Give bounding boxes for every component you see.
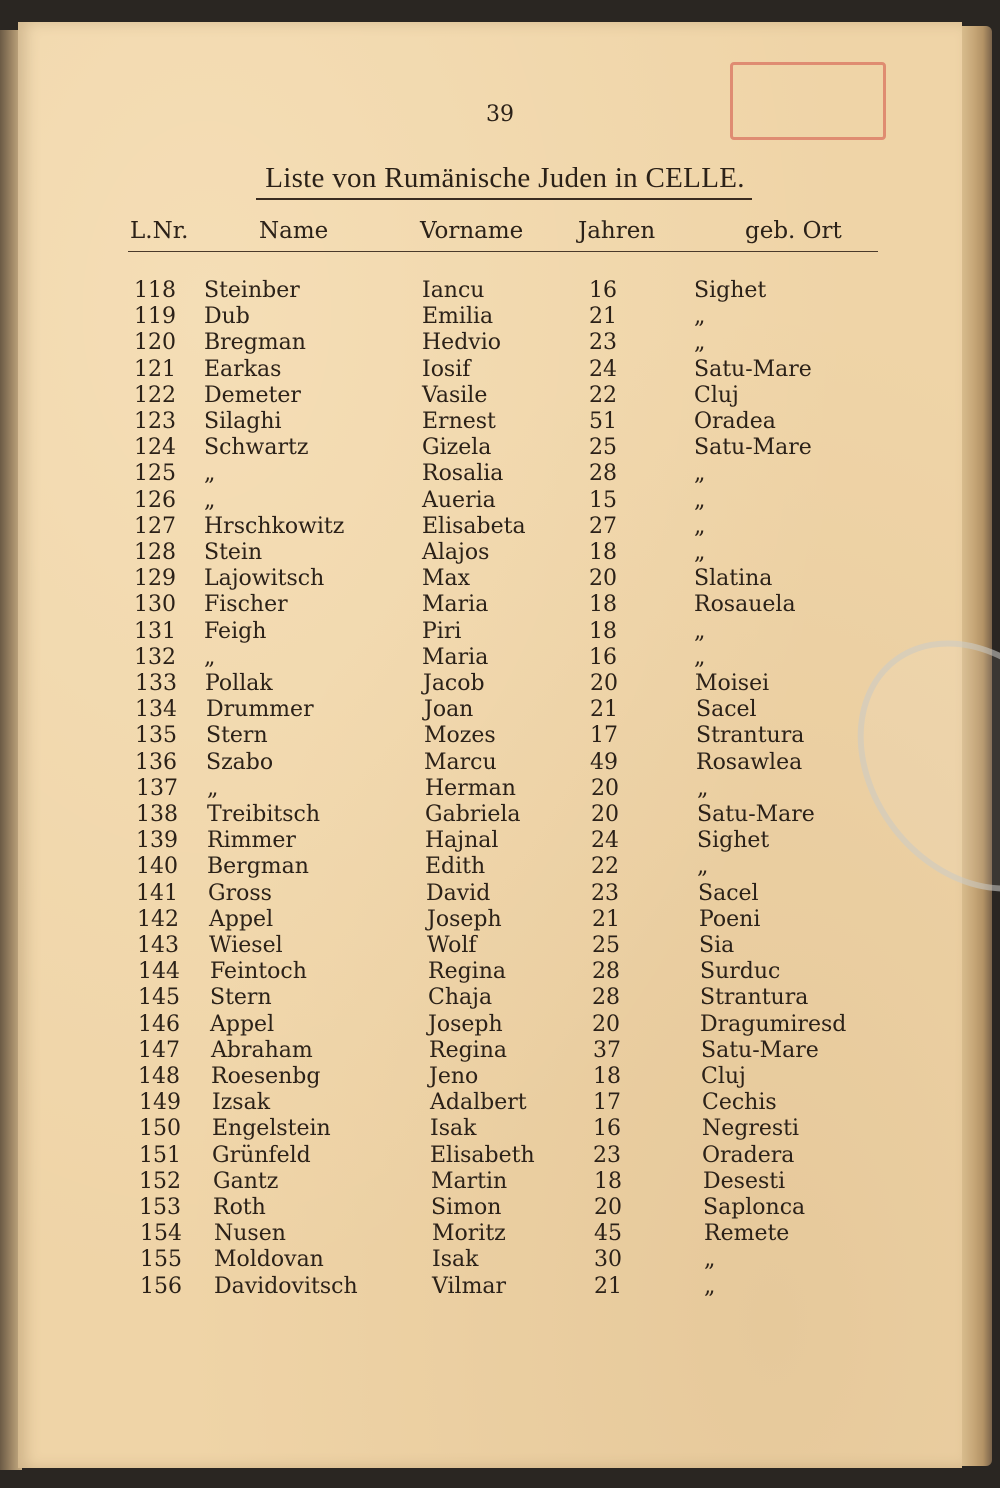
table-row: [0, 1116, 1000, 1142]
row-vorname: Chaja: [428, 985, 493, 1011]
row-ort: Satu-Mare: [694, 356, 812, 382]
row-ort: Remete: [704, 1221, 790, 1247]
row-ort: Saplonca: [703, 1195, 806, 1220]
row-ort: Strantura: [696, 723, 805, 749]
row-ort: Slatina: [694, 566, 773, 592]
row-ort: Desesti: [703, 1168, 786, 1194]
row-vorname: Hajnal: [425, 828, 499, 854]
row-number: 152: [139, 1168, 181, 1194]
row-number: 149: [139, 1090, 181, 1116]
row-vorname: Maria: [422, 592, 489, 618]
row-vorname: Joseph: [428, 1011, 503, 1037]
table-row: [0, 645, 1000, 671]
row-name: „: [204, 461, 216, 487]
table-row: [0, 514, 1000, 540]
row-ort: Cechis: [702, 1090, 777, 1116]
row-vorname: Edith: [425, 854, 486, 880]
row-number: 140: [136, 854, 178, 880]
row-ort: Oradera: [702, 1142, 795, 1168]
row-number: 156: [140, 1273, 182, 1299]
row-number: 139: [136, 828, 178, 854]
table-row: [0, 1221, 1000, 1247]
row-number: 146: [138, 1011, 180, 1037]
row-vorname: Joan: [424, 697, 474, 723]
row-jahren: 18: [594, 1168, 622, 1194]
row-vorname: Rosalia: [422, 461, 504, 487]
table-row: [0, 907, 1000, 933]
row-name: „: [207, 775, 219, 801]
row-ort: Strantura: [700, 985, 809, 1011]
table-row: [0, 330, 1000, 356]
row-ort: Moisei: [695, 671, 770, 696]
row-ort: „: [694, 618, 706, 644]
row-number: 136: [135, 749, 177, 775]
row-jahren: 28: [589, 461, 617, 487]
row-vorname: Mozes: [424, 723, 496, 749]
row-number: 124: [134, 435, 176, 461]
row-ort: „: [704, 1247, 716, 1273]
row-jahren: 18: [593, 1064, 621, 1089]
table-row: [0, 461, 1000, 487]
row-name: Appel: [210, 1011, 275, 1037]
row-jahren: 16: [589, 644, 617, 670]
table-row: [0, 540, 1000, 566]
row-number: 150: [139, 1116, 181, 1142]
row-jahren: 18: [589, 540, 617, 565]
row-jahren: 24: [589, 356, 617, 382]
row-vorname: Gabriela: [425, 802, 521, 827]
row-name: Rimmer: [207, 828, 296, 854]
row-name: Szabo: [206, 749, 274, 775]
row-jahren: 18: [589, 618, 617, 644]
row-number: 153: [139, 1195, 181, 1220]
row-vorname: Maria: [422, 644, 489, 670]
row-ort: Dragumiresd: [700, 1011, 847, 1037]
row-jahren: 24: [591, 828, 619, 854]
row-number: 129: [134, 566, 176, 592]
row-jahren: 22: [591, 854, 619, 880]
row-ort: Rosauela: [694, 592, 796, 618]
table-row: [0, 435, 1000, 461]
row-number: 132: [134, 644, 176, 670]
row-ort: „: [694, 304, 706, 330]
table-row: [0, 1064, 1000, 1090]
row-ort: „: [697, 854, 709, 880]
row-jahren: 17: [593, 1090, 621, 1116]
row-name: Demeter: [204, 382, 301, 408]
table-row: [0, 723, 1000, 749]
row-name: Stern: [210, 985, 272, 1011]
row-jahren: 27: [589, 513, 617, 539]
row-jahren: 20: [589, 566, 617, 592]
row-name: Grünfeld: [212, 1142, 311, 1168]
row-name: Treibitsch: [207, 802, 320, 827]
row-vorname: Elisabeta: [422, 513, 526, 539]
row-number: 126: [134, 487, 176, 513]
row-jahren: 16: [589, 278, 617, 303]
row-vorname: Moritz: [432, 1221, 506, 1247]
row-number: 147: [138, 1037, 180, 1063]
row-number: 125: [134, 461, 176, 487]
row-number: 148: [138, 1064, 180, 1089]
row-name: Stein: [204, 540, 263, 565]
row-name: „: [204, 644, 216, 670]
row-name: Feintoch: [210, 959, 307, 985]
table-row: [0, 933, 1000, 959]
row-number: 121: [134, 356, 176, 382]
row-vorname: Gizela: [422, 435, 492, 461]
row-ort: Sacel: [696, 697, 757, 723]
row-jahren: 21: [592, 906, 620, 932]
row-ort: Satu-Mare: [701, 1037, 819, 1063]
row-vorname: Elisabeth: [430, 1142, 535, 1168]
row-vorname: Isak: [432, 1247, 479, 1273]
row-name: „: [204, 487, 216, 513]
row-vorname: Ernest: [422, 409, 496, 434]
table-row: [0, 383, 1000, 409]
row-name: Fischer: [204, 592, 288, 618]
row-jahren: 51: [589, 409, 617, 434]
row-jahren: 20: [592, 1011, 620, 1037]
row-ort: Poeni: [699, 906, 761, 932]
row-ort: Sia: [699, 933, 735, 958]
row-ort: „: [694, 487, 706, 513]
row-number: 143: [137, 933, 179, 958]
row-name: Davidovitsch: [214, 1273, 358, 1299]
row-number: 120: [134, 330, 176, 356]
row-jahren: 28: [592, 959, 620, 985]
row-ort: „: [697, 775, 709, 801]
row-ort: Sacel: [698, 880, 759, 906]
table-row: [0, 1038, 1000, 1064]
row-number: 134: [135, 697, 177, 723]
row-number: 118: [134, 278, 176, 303]
row-vorname: Iancu: [422, 278, 485, 303]
row-jahren: 45: [594, 1221, 622, 1247]
row-number: 128: [134, 540, 176, 565]
row-number: 130: [134, 592, 176, 618]
row-ort: Cluj: [694, 382, 739, 408]
row-ort: Oradea: [694, 409, 776, 434]
row-vorname: David: [426, 880, 491, 906]
row-vorname: Piri: [422, 618, 462, 644]
row-jahren: 20: [590, 671, 618, 696]
table-row: [0, 1090, 1000, 1116]
row-number: 135: [135, 723, 177, 749]
table-row: [0, 1247, 1000, 1273]
row-jahren: 20: [591, 775, 619, 801]
table-row: [0, 828, 1000, 854]
row-vorname: Jacob: [423, 671, 485, 696]
row-vorname: Regina: [429, 1037, 507, 1063]
row-number: 141: [136, 880, 178, 906]
row-ort: Negresti: [702, 1116, 800, 1142]
header-nr: L.Nr.: [130, 218, 189, 244]
header-vorname: Vorname: [420, 218, 524, 244]
table-row: [0, 802, 1000, 828]
row-name: Drummer: [206, 697, 314, 723]
row-jahren: 23: [591, 880, 619, 906]
row-name: Engelstein: [212, 1116, 331, 1142]
row-name: Roth: [213, 1195, 266, 1220]
table-row: [0, 959, 1000, 985]
row-name: Silaghi: [204, 409, 282, 434]
row-ort: „: [704, 1273, 716, 1299]
row-jahren: 18: [589, 592, 617, 618]
row-vorname: Adalbert: [430, 1090, 527, 1116]
table-row: [0, 1195, 1000, 1221]
row-ort: „: [694, 540, 706, 565]
header-ort: geb. Ort: [745, 218, 842, 244]
row-vorname: Joseph: [427, 906, 502, 932]
row-vorname: Aueria: [422, 487, 496, 513]
table-row: [0, 985, 1000, 1011]
row-name: Wiesel: [209, 933, 283, 958]
row-number: 133: [135, 671, 177, 696]
row-vorname: Isak: [430, 1116, 477, 1142]
row-name: Steinber: [204, 278, 300, 303]
row-ort: „: [694, 330, 706, 356]
row-name: Earkas: [204, 356, 282, 382]
row-vorname: Max: [422, 566, 471, 592]
row-name: Feigh: [204, 618, 267, 644]
table-row: [0, 304, 1000, 330]
row-jahren: 30: [594, 1247, 622, 1273]
row-ort: Rosawlea: [696, 749, 803, 775]
row-name: Roesenbg: [211, 1064, 321, 1089]
row-name: Hrschkowitz: [204, 513, 345, 539]
row-jahren: 21: [594, 1273, 622, 1299]
table-row: [0, 671, 1000, 697]
row-number: 145: [138, 985, 180, 1011]
row-name: Bregman: [204, 330, 306, 356]
row-name: Gross: [208, 880, 272, 906]
table-row: [0, 488, 1000, 514]
row-ort: Cluj: [701, 1064, 746, 1089]
row-ort: Satu-Mare: [694, 435, 812, 461]
row-name: Gantz: [213, 1168, 279, 1194]
row-jahren: 49: [590, 749, 618, 775]
row-jahren: 17: [590, 723, 618, 749]
table-row: [0, 881, 1000, 907]
table-row: [0, 750, 1000, 776]
row-vorname: Vilmar: [432, 1273, 507, 1299]
row-number: 142: [137, 906, 179, 932]
row-vorname: Vasile: [422, 382, 488, 408]
row-jahren: 16: [593, 1116, 621, 1142]
row-ort: Satu-Mare: [697, 802, 815, 827]
row-number: 151: [139, 1142, 181, 1168]
row-name: Schwartz: [204, 435, 309, 461]
row-ort: „: [694, 513, 706, 539]
title-underline: [256, 198, 752, 200]
row-jahren: 21: [590, 697, 618, 723]
row-ort: Sighet: [697, 828, 770, 854]
row-jahren: 21: [589, 304, 617, 330]
header-name: Name: [259, 218, 329, 244]
row-name: Izsak: [212, 1090, 271, 1116]
row-number: 155: [140, 1247, 182, 1273]
row-number: 138: [136, 802, 178, 827]
red-stamp-frame: [730, 62, 886, 140]
table-row: [0, 278, 1000, 304]
row-name: Nusen: [214, 1221, 286, 1247]
table-row: [0, 592, 1000, 618]
table-row: [0, 854, 1000, 880]
row-vorname: Hedvio: [422, 330, 501, 356]
table-row: [0, 1274, 1000, 1300]
row-vorname: Wolf: [427, 933, 477, 958]
row-number: 122: [134, 382, 176, 408]
row-jahren: 23: [589, 330, 617, 356]
row-number: 137: [136, 775, 178, 801]
row-vorname: Herman: [425, 775, 516, 801]
row-vorname: Simon: [431, 1195, 502, 1220]
row-name: Stern: [206, 723, 268, 749]
row-jahren: 37: [593, 1037, 621, 1063]
row-vorname: Regina: [428, 959, 506, 985]
row-jahren: 25: [589, 435, 617, 461]
row-jahren: 25: [592, 933, 620, 958]
row-ort: Sighet: [694, 278, 767, 303]
row-name: Appel: [209, 906, 274, 932]
row-jahren: 20: [594, 1195, 622, 1220]
row-number: 127: [134, 513, 176, 539]
table-row: [0, 619, 1000, 645]
row-jahren: 15: [589, 487, 617, 513]
table-row: [0, 357, 1000, 383]
table-row: [0, 1143, 1000, 1169]
row-vorname: Alajos: [422, 540, 490, 565]
table-row: [0, 1012, 1000, 1038]
table-row: [0, 409, 1000, 435]
row-ort: „: [694, 644, 706, 670]
row-number: 154: [140, 1221, 182, 1247]
table-row: [0, 776, 1000, 802]
row-number: 119: [134, 304, 176, 330]
row-jahren: 23: [593, 1142, 621, 1168]
table-row: [0, 1169, 1000, 1195]
row-ort: Surduc: [700, 959, 781, 985]
document-title: Liste von Rumänische Juden in CELLE.: [265, 162, 745, 194]
header-rule: [128, 251, 878, 252]
page-number: 39: [486, 102, 514, 127]
row-name: Dub: [204, 304, 250, 330]
row-name: Bergman: [207, 854, 309, 880]
row-number: 123: [134, 409, 176, 434]
row-ort: „: [694, 461, 706, 487]
row-name: Pollak: [205, 671, 273, 696]
row-number: 131: [134, 618, 176, 644]
row-vorname: Marcu: [424, 749, 497, 775]
row-vorname: Emilia: [422, 304, 494, 330]
row-vorname: Iosif: [422, 356, 471, 382]
row-jahren: 20: [591, 802, 619, 827]
table-row: [0, 697, 1000, 723]
row-name: Lajowitsch: [204, 566, 325, 592]
table-row: [0, 566, 1000, 592]
row-vorname: Jeno: [429, 1064, 479, 1089]
row-vorname: Martin: [431, 1168, 508, 1194]
row-name: Moldovan: [214, 1247, 324, 1273]
row-number: 144: [138, 959, 180, 985]
header-jahren: Jahren: [578, 218, 656, 244]
row-jahren: 28: [592, 985, 620, 1011]
row-jahren: 22: [589, 382, 617, 408]
row-name: Abraham: [211, 1037, 313, 1063]
